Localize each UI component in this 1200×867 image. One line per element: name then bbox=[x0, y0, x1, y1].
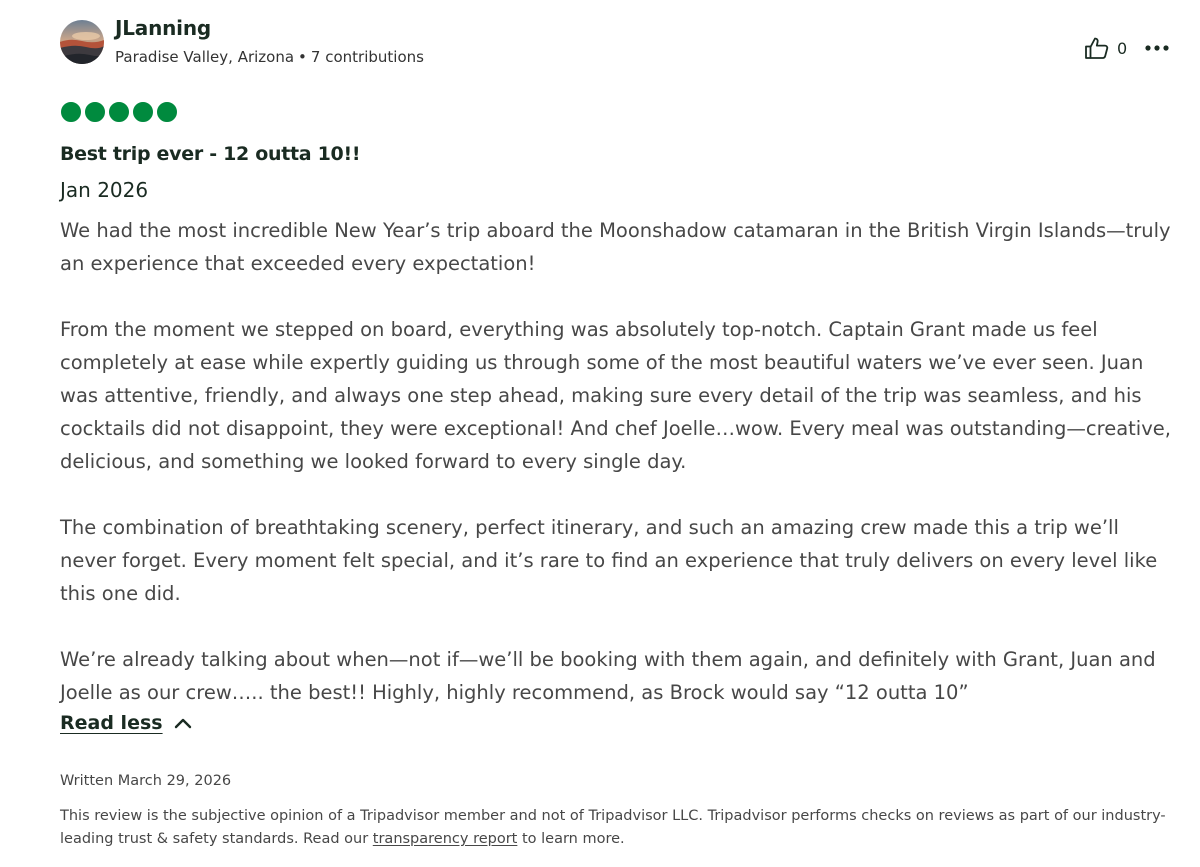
meta-separator: • bbox=[298, 48, 307, 66]
helpful-vote-button[interactable] bbox=[1084, 36, 1127, 60]
review-disclaimer bbox=[60, 805, 1170, 851]
bubble-rating bbox=[61, 102, 177, 122]
rating-bubble bbox=[85, 102, 105, 122]
avatar[interactable] bbox=[60, 20, 104, 64]
rating-bubble bbox=[61, 102, 81, 122]
review-paragraph: From the moment we stepped on board, everything was absolutely top-notch. Captain Grant made us feel completely at ease while expertly guiding us through some of the most beautiful waters we’ve ever seen. Juan was attentive, friendly, and always one step ahead, making sure every detail of the trip was seamless, and his cocktails did not disappoint, they were exceptional! And chef Joelle…wow. Every meal was outstanding—creative, delicious, and something we looked forward to every single day. bbox=[60, 318, 1171, 473]
user-location: Paradise Valley, Arizona bbox=[115, 48, 295, 66]
rating-bubble bbox=[133, 102, 153, 122]
transparency-report-link[interactable]: transparency report bbox=[372, 831, 518, 847]
written-date: Written March 29, 2026 bbox=[60, 773, 232, 789]
read-less-label: Read less bbox=[60, 712, 163, 734]
avatar-image bbox=[60, 20, 104, 64]
user-meta bbox=[115, 48, 424, 66]
review-body bbox=[60, 214, 1175, 709]
rating-bubble bbox=[109, 102, 129, 122]
review-paragraph: We had the most incredible New Year’s trip aboard the Moonshadow catamaran in the British Virgin Islands—truly an experience that exceeded every expectation! bbox=[60, 219, 1171, 275]
read-less-button[interactable] bbox=[60, 712, 192, 734]
disclaimer-text: This review is the subjective opinion of a Tripadvisor member and not of Tripadvisor LLC. Tripadvisor performs checks on reviews as part of our industry-leading trust & safety standards. Read our bbox=[60, 808, 1166, 847]
user-contributions: 7 contributions bbox=[310, 48, 424, 66]
rating-bubble bbox=[157, 102, 177, 122]
user-name[interactable]: JLanning bbox=[115, 16, 211, 40]
more-horizontal-icon bbox=[1145, 45, 1169, 51]
review-paragraph: The combination of breathtaking scenery, perfect itinerary, and such an amazing crew made this a trip we’ll never forget. Every moment felt special, and it’s rare to find an experience that truly delivers on every level like this one did. bbox=[60, 516, 1158, 605]
thumbs-up-icon bbox=[1084, 36, 1110, 60]
trip-date: Jan 2026 bbox=[60, 178, 149, 202]
review-paragraph: We’re already talking about when—not if—we’ll be booking with them again, and definitely with Grant, Juan and Joelle as our crew….. the best!! Highly, highly recommend, as Brock would say “12 outta 10” bbox=[60, 648, 1156, 704]
more-options-button[interactable] bbox=[1144, 36, 1170, 60]
review-title[interactable]: Best trip ever - 12 outta 10!! bbox=[60, 143, 361, 165]
helpful-count: 0 bbox=[1117, 38, 1128, 58]
chevron-up-icon bbox=[174, 717, 192, 729]
disclaimer-text-end: to learn more. bbox=[517, 831, 625, 847]
